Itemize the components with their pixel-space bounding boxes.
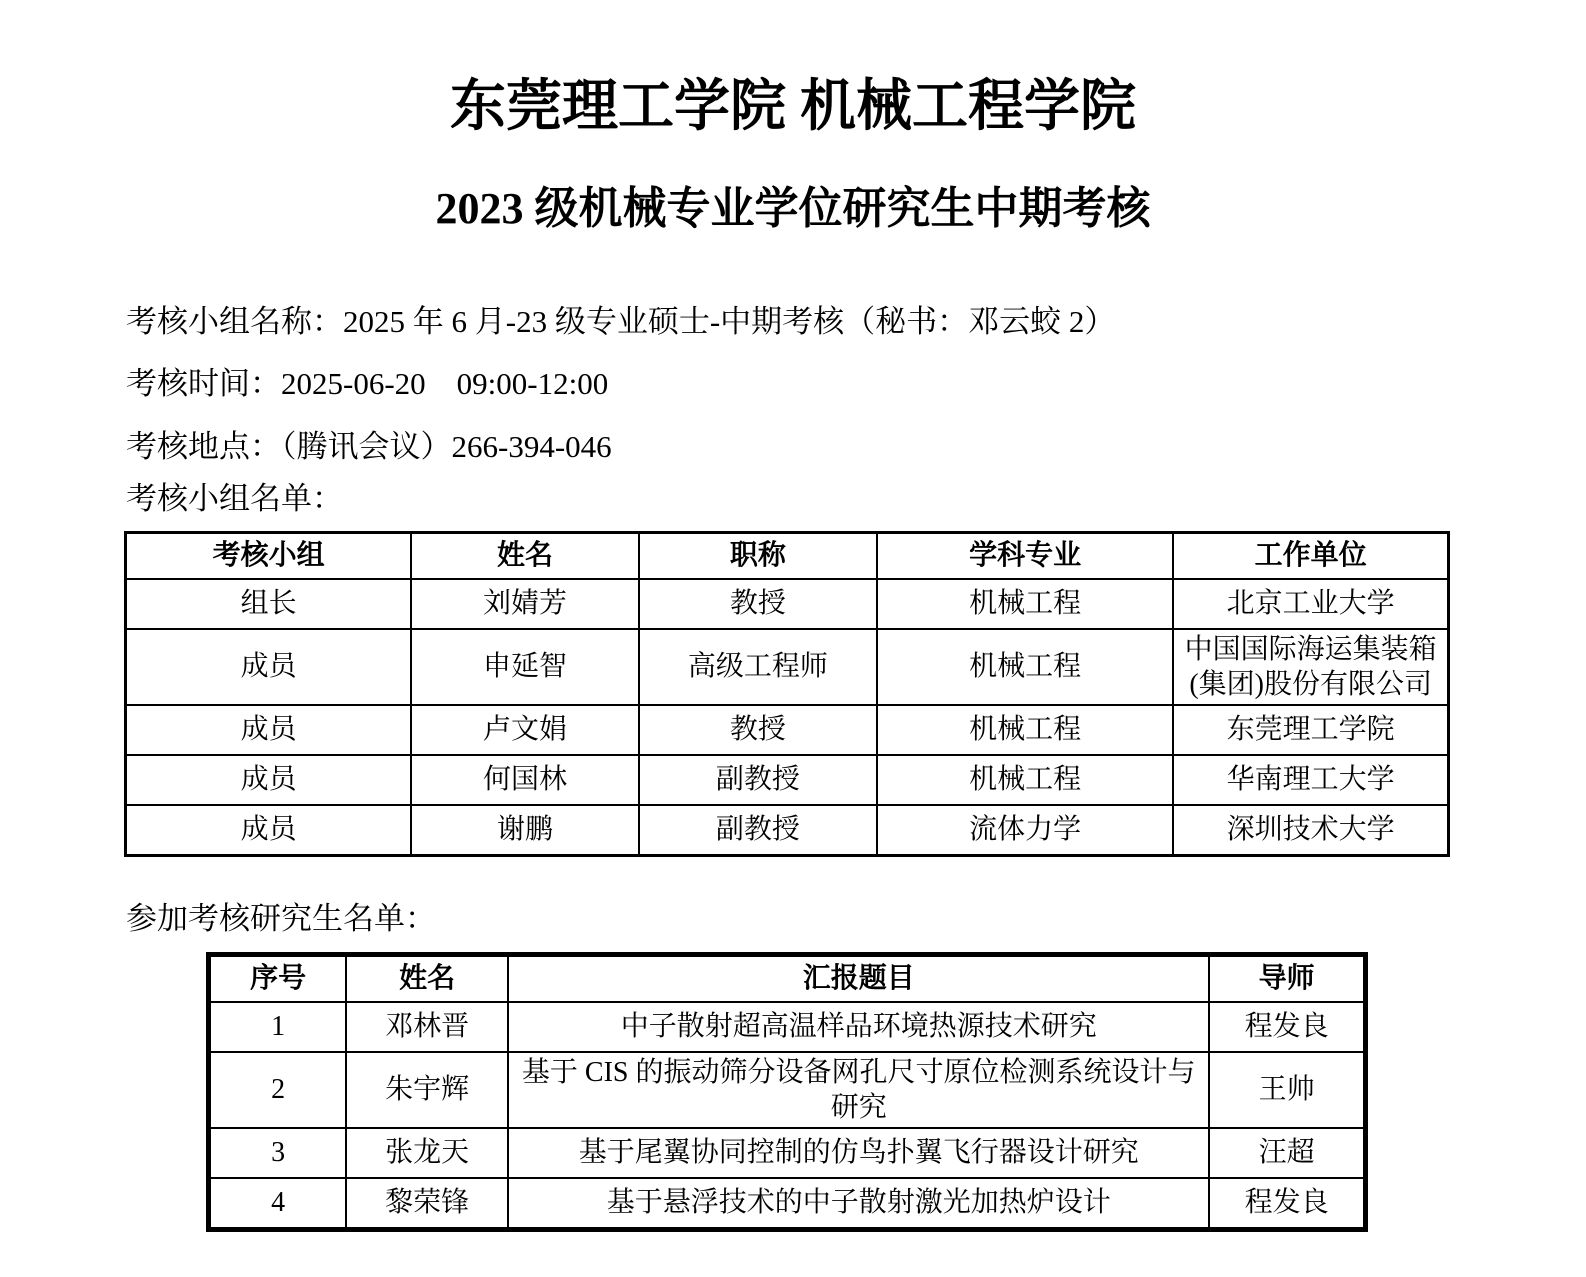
- committee-cell-title: 副教授: [639, 755, 877, 805]
- committee-row: [126, 755, 1449, 805]
- committee-row: [126, 579, 1449, 629]
- committee-cell-name: 刘婧芳: [411, 579, 639, 629]
- committee-row: [126, 805, 1449, 856]
- students-row: [209, 1002, 1366, 1052]
- student-cell-index: 1: [209, 1002, 347, 1052]
- student-cell-name: 张龙天: [346, 1128, 508, 1178]
- info-value-location: （腾讯会议）266-394-046: [281, 428, 612, 464]
- committee-section-label: 考核小组名单：: [126, 481, 343, 517]
- info-line-time: [126, 362, 1522, 405]
- committee-cell-role: 成员: [126, 755, 412, 805]
- student-cell-name: 邓林晋: [346, 1002, 508, 1052]
- student-cell-topic: 基于尾翼协同控制的仿鸟扑翼飞行器设计研究: [508, 1128, 1209, 1178]
- committee-cell-title: 教授: [639, 705, 877, 755]
- committee-cell-org: 深圳技术大学: [1173, 805, 1448, 856]
- committee-cell-role: 成员: [126, 705, 412, 755]
- student-cell-index: 3: [209, 1128, 347, 1178]
- committee-cell-discipline: 机械工程: [877, 629, 1173, 705]
- student-cell-topic: 中子散射超高温样品环境热源技术研究: [508, 1002, 1209, 1052]
- student-cell-index: 2: [209, 1052, 347, 1128]
- committee-cell-title: 高级工程师: [639, 629, 877, 705]
- info-line-group-name: [126, 300, 1522, 343]
- info-value-time: 2025-06-20 09:00-12:00: [281, 366, 609, 402]
- committee-cell-discipline: 机械工程: [877, 755, 1173, 805]
- students-row: [209, 1128, 1366, 1178]
- committee-header-cell: 姓名: [411, 532, 639, 579]
- committee-cell-org: 北京工业大学: [1173, 579, 1448, 629]
- committee-cell-name: 谢鹏: [411, 805, 639, 856]
- committee-header-cell: 工作单位: [1173, 532, 1448, 579]
- info-label-group-name: 考核小组名称：: [126, 303, 343, 339]
- students-header-cell: 姓名: [346, 954, 508, 1002]
- committee-cell-role: 组长: [126, 579, 412, 629]
- students-header-cell: 汇报题目: [508, 954, 1209, 1002]
- student-cell-name: 朱宇辉: [346, 1052, 508, 1128]
- students-header-cell: 导师: [1209, 954, 1365, 1002]
- committee-cell-discipline: 流体力学: [877, 805, 1173, 856]
- committee-row: [126, 629, 1449, 705]
- committee-cell-name: 卢文娟: [411, 705, 639, 755]
- info-label-time: 考核时间：: [126, 366, 281, 402]
- student-cell-topic: 基于悬浮技术的中子散射激光加热炉设计: [508, 1178, 1209, 1230]
- student-cell-advisor: 程发良: [1209, 1178, 1365, 1230]
- student-cell-advisor: 程发良: [1209, 1002, 1365, 1052]
- students-row: [209, 1052, 1366, 1128]
- committee-cell-role: 成员: [126, 805, 412, 856]
- committee-header-cell: 学科专业: [877, 532, 1173, 579]
- committee-cell-discipline: 机械工程: [877, 579, 1173, 629]
- committee-cell-org: 中国国际海运集装箱(集团)股份有限公司: [1173, 629, 1448, 705]
- info-line-location: [126, 425, 1522, 468]
- student-cell-topic: 基于 CIS 的振动筛分设备网孔尺寸原位检测系统设计与研究: [508, 1052, 1209, 1128]
- committee-header-cell: 职称: [639, 532, 877, 579]
- student-cell-advisor: 王帅: [1209, 1052, 1365, 1128]
- info-value-group-name: 2025 年 6 月-23 级专业硕士-中期考核（秘书：邓云蛟 2）: [343, 303, 1116, 339]
- students-section-label: 参加考核研究生名单：: [126, 900, 436, 936]
- document-subtitle: 2023 级机械专业学位研究生中期考核: [435, 184, 1151, 234]
- committee-cell-name: 何国林: [411, 755, 639, 805]
- committee-cell-org: 东莞理工学院: [1173, 705, 1448, 755]
- students-header-cell: 序号: [209, 954, 347, 1002]
- committee-table: [124, 531, 1450, 857]
- committee-cell-title: 教授: [639, 579, 877, 629]
- student-cell-advisor: 汪超: [1209, 1128, 1365, 1178]
- committee-header-cell: 考核小组: [126, 532, 412, 579]
- info-label-location: 考核地点：: [126, 428, 281, 464]
- students-row: [209, 1178, 1366, 1230]
- committee-cell-org: 华南理工大学: [1173, 755, 1448, 805]
- student-cell-index: 4: [209, 1178, 347, 1230]
- committee-header-row: [126, 532, 1449, 579]
- document-title: 东莞理工学院 机械工程学院: [450, 76, 1136, 138]
- committee-row: [126, 705, 1449, 755]
- committee-cell-name: 申延智: [411, 629, 639, 705]
- committee-cell-title: 副教授: [639, 805, 877, 856]
- committee-cell-discipline: 机械工程: [877, 705, 1173, 755]
- document-body: [126, 300, 1522, 1232]
- students-table: [206, 952, 1368, 1232]
- committee-cell-role: 成员: [126, 629, 412, 705]
- student-cell-name: 黎荣锋: [346, 1178, 508, 1230]
- students-header-row: [209, 954, 1366, 1002]
